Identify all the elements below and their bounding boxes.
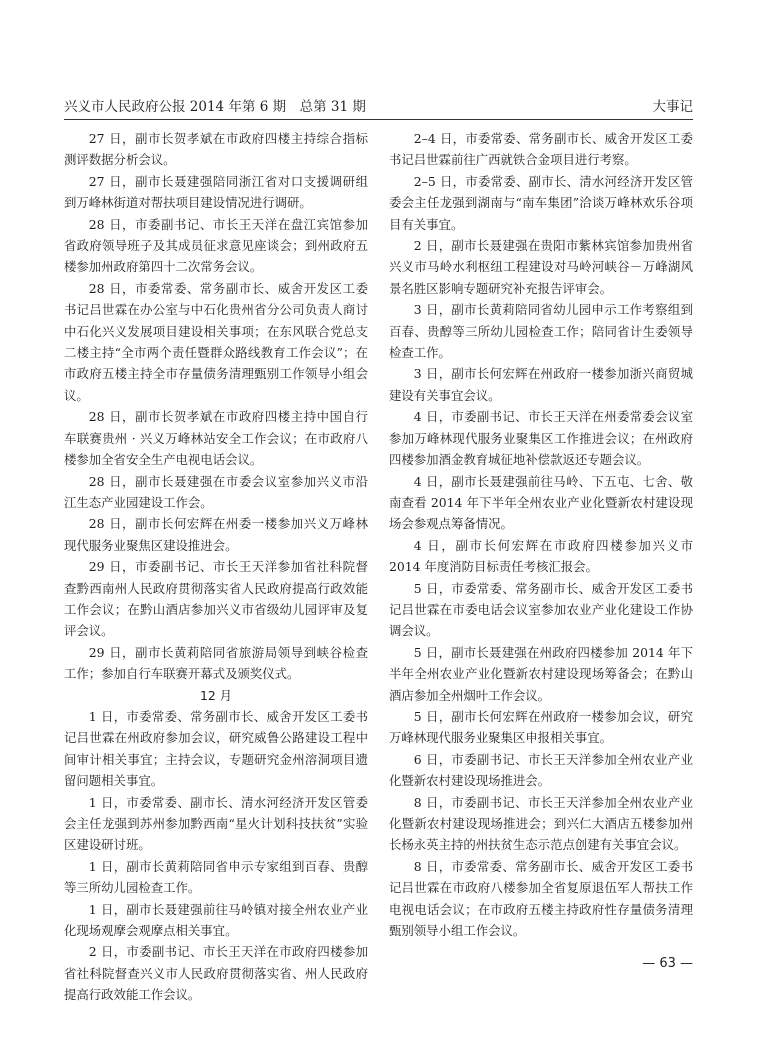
event-entry: 27 日，副市长贺孝斌在市政府四楼主持综合指标测评数据分析会议。 [64,131,368,168]
event-entry: 6 日，市委副书记、市长王天洋参加全州农业产业化暨新农村建设现场推进会。 [389,751,693,789]
event-entry: 1 日，副市长聂建强前往马岭镇对接全州农业产业化现场观摩会观摩点相关事宜。 [64,901,368,939]
right-column [389,128,693,941]
event-entry: 1 日，副市长黄莉陪同省申示专家组到百春、贵醇等三所幼儿园检查工作。 [64,858,368,896]
page-header [64,97,693,117]
event-entry: 8 日，市委常委、常务副市长、威舍开发区工委书记吕世霖在市政府八楼参加全省复原退伍军人帮扶工作电视电话会议；在市政府五楼主持政府性存量债务清理甄别领导小组工作会议。 [389,858,693,939]
event-entry: 3 日，副市长何宏辉在州政府一楼参加浙兴商贸城建设有关事宜会议。 [389,366,693,403]
month-heading: 12 月 [199,687,233,703]
event-entry: 1 日，市委常委、副市长、清水河经济开发区管委会主任龙强到苏州参加黔西南“星火计划科技扶贫”实验区建设研讨班。 [64,794,368,853]
event-entry: 5 日，市委常委、常务副市长、威舍开发区工委书记吕世霖在市委电话会议室参加农业产业化建设工作协调会议。 [389,580,693,639]
left-column [64,128,368,1006]
event-entry: 2–4 日，市委常委、常务副市长、威舍开发区工委书记吕世霖前往广西就铁合金项目进行考察。 [389,131,693,168]
event-entry: 1 日，市委常委、常务副市长、威舍开发区工委书记吕世霖在州政府参加会议，研究威鲁公路建设工程中间审计相关事宜；主持会议，专题研究金州溶洞项目遗留问题相关事宜。 [64,708,368,789]
section-title: 大事记 [652,99,693,115]
event-entry: 4 日，市委副书记、市长王天洋在州委常委会议室参加万峰林现代服务业聚集区工作推进会议；在州政府四楼参加酒金教育城征地补偿款返还专题会议。 [389,409,693,468]
event-entry: 2 日，副市长聂建强在贵阳市紫林宾馆参加贵州省兴义市马岭水利枢纽工程建设对马岭河峡谷－万峰湖风景名胜区影响专题研究补充报告评审会。 [389,238,693,296]
event-entry: 4 日，副市长何宏辉在市政府四楼参加兴义市 2014 年度消防目标责任考核汇报会。 [389,537,693,575]
event-entry: 2 日，市委副书记、市长王天洋在市政府四楼参加省社科院督查兴义市人民政府贯彻落实省、州人民政府提高行政效能工作会议。 [64,944,368,1003]
event-entry: 28 日，市委副书记、市长王天洋在盘江宾馆参加省政府领导班子及其成员征求意见座谈会；到州政府五楼参加州政府第四十二次常务会议。 [64,216,368,275]
event-entry: 2–5 日，市委常委、副市长、清水河经济开发区管委会主任龙强到湖南与“南车集团”洽谈万峰林欢乐谷项目有关事宜。 [389,173,693,232]
page-number: — 63 — [642,956,693,971]
event-entry: 8 日，市委副书记、市长王天洋参加全州农业产业化暨新农村建设现场推进会；到兴仁大酒店五楼参加州长杨永英主持的州扶贫生态示范点创建有关事宜会议。 [389,794,693,853]
event-entry: 5 日，副市长聂建强在州政府四楼参加 2014 年下半年全州农业产业化暨新农村建设现场筹备会；在黔山酒店参加全州烟叶工作会议。 [389,644,693,703]
event-entry: 28 日，副市长聂建强在市委会议室参加兴义市沿江生态产业园建设工作会。 [64,473,368,510]
event-entry: 5 日，副市长何宏辉在州政府一楼参加会议，研究万峰林现代服务业聚集区申报相关事宜。 [389,708,693,746]
gazette-title: 兴义市人民政府公报 2014 年第 6 期 总第 31 期 [64,99,366,115]
event-entry: 28 日，市委常委、常务副市长、威舍开发区工委书记吕世霖在办公室与中石化贵州省分公司负责人商讨中石化兴义发展项目建设相关事项；在东风联合党总支二楼主持“全市两个责任暨群众路线教育工作会议”；在市政府五楼主持全市存量债务清理甄别工作领导小组会议。 [64,280,368,403]
event-entry: 27 日，副市长聂建强陪同浙江省对口支援调研组到万峰林街道对帮扶项目建设情况进行调研。 [64,173,368,211]
event-entry: 29 日，副市长黄莉陪同省旅游局领导到峡谷检查工作；参加自行车联赛开幕式及颁奖仪式。 [64,644,368,682]
event-entry: 28 日，副市长贺孝斌在市政府四楼主持中国自行车联赛贵州 · 兴义万峰林站安全工作会议；在市政府八楼参加全省安全生产电视电话会议。 [64,409,368,468]
header-divider [64,119,693,120]
event-entry: 29 日，市委副书记、市长王天洋参加省社科院督查黔西南州人民政府贯彻落实省人民政府提高行政效能工作会议；在黔山酒店参加兴义市省级幼儿园评审及复评会议。 [64,559,368,639]
event-entry: 28 日，副市长何宏辉在州委一楼参加兴义万峰林现代服务业聚焦区建设推进会。 [64,516,368,553]
event-entry: 4 日，副市长聂建强前往马岭、下五屯、七舍、敬南查看 2014 年下半年全州农业产业化暨新农村建设现场会参观点筹备情况。 [389,473,693,532]
event-entry: 3 日，副市长黄莉陪同省幼儿园申示工作考察组到百春、贵醇等三所幼儿园检查工作；陪同省计生委领导检查工作。 [389,302,693,361]
